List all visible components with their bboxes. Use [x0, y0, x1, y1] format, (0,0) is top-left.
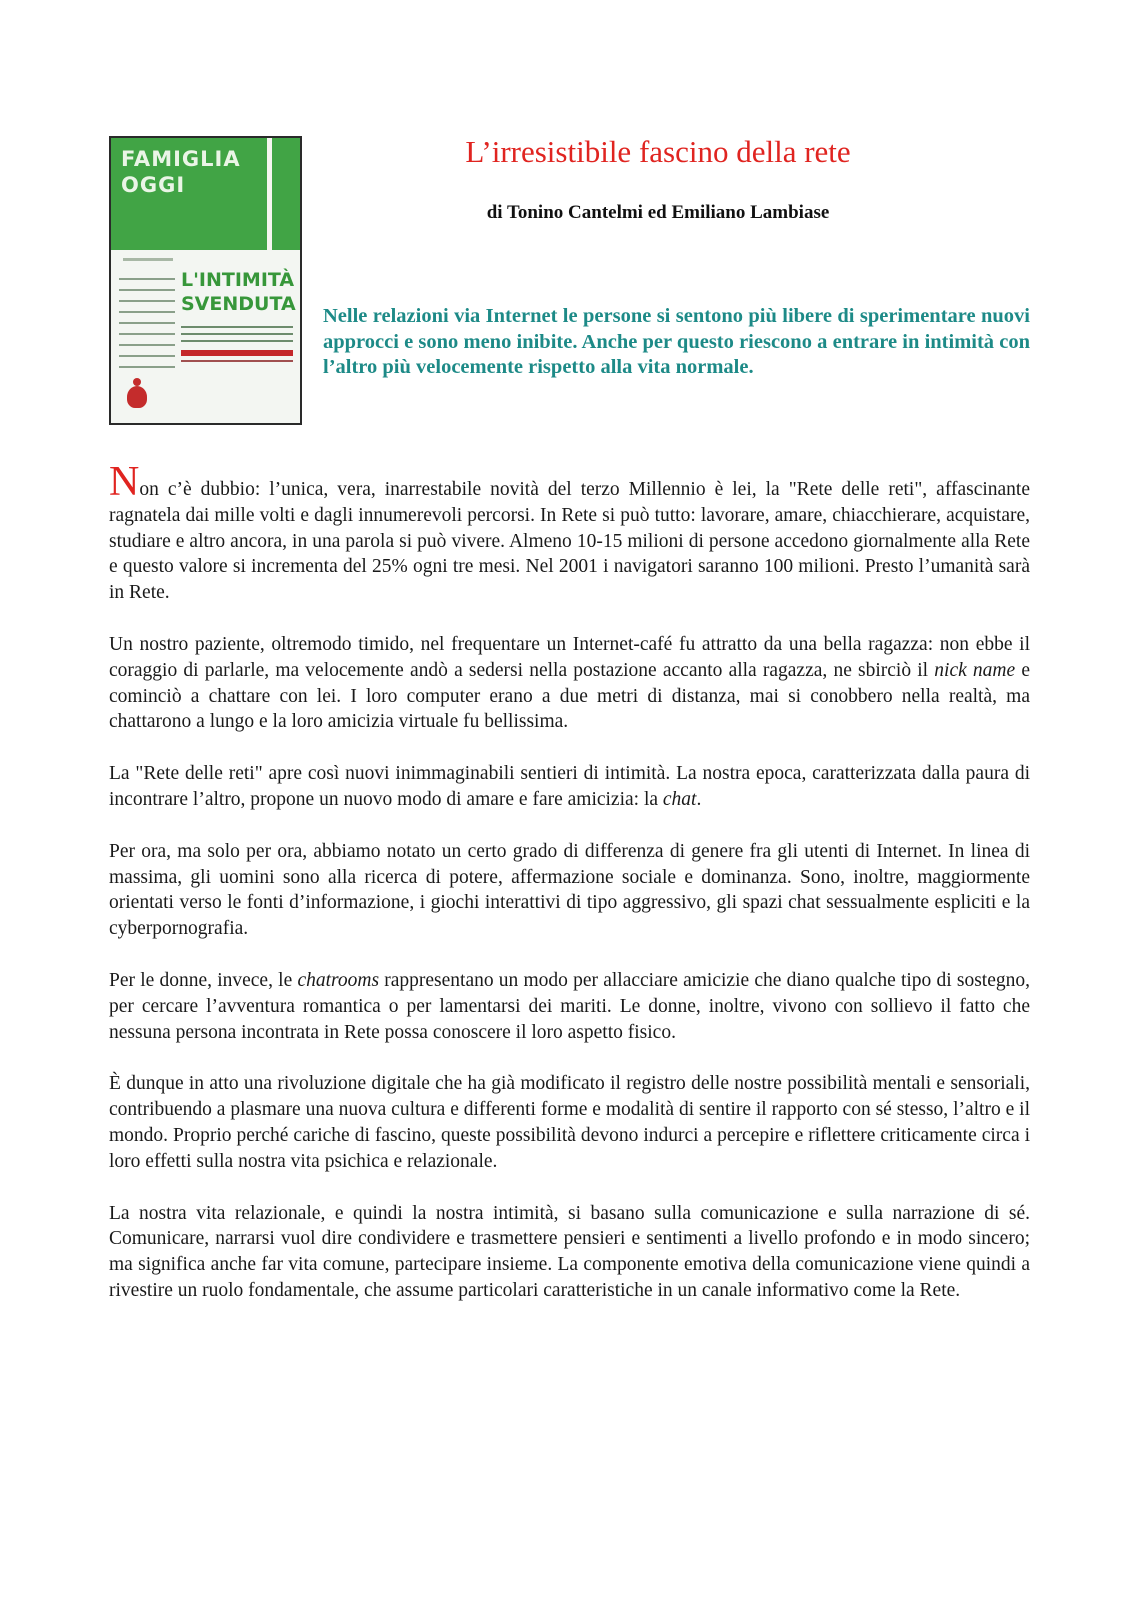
paragraph-3: [109, 761, 1030, 813]
article-intro: Nelle relazioni via Internet le persone si sentono più libere di sperimentare nuovi approcci e sono meno inibite. Anche per questo riescono a entrare in intimità con l’altro più velocemente rispetto alla vita normale.: [323, 305, 1030, 378]
paragraph-2-text-b: e cominciò a chattare con lei. I loro computer erano a due metri di distanza, mai si conobbero nella realtà, ma chattarono a lungo e la loro amicizia virtuale fu bellissima.: [109, 659, 1030, 733]
paragraph-6: È dunque in atto una rivoluzione digitale che ha già modificato il registro delle nostre possibilità mentali e sensoriali, contribuendo a plasmare una nuova cultura e differenti forme e modalità di sentire il rapporto con sé stesso, l’altro e il mondo. Proprio perché cariche di fascino, queste possibilità devono indurci a percepire e riflettere criticamente circa i loro effetti sulla nostra vita psichica e relazionale.: [109, 1073, 1030, 1172]
paragraph-2: [109, 632, 1030, 735]
paragraph-5-text-a: Per le donne, invece, le: [109, 969, 298, 991]
cover-contents-lines: [119, 278, 175, 377]
paragraph-1: [109, 459, 1030, 606]
paragraph-2-emphasis: nick name: [934, 659, 1016, 681]
paragraph-5: [109, 968, 1030, 1045]
article-byline: di Tonino Cantelmi ed Emiliano Lambiase: [486, 202, 830, 223]
cover-brand-line2: OGGI: [121, 173, 186, 197]
paragraph-5-text-b: rappresentano un modo per allacciare amicizie che diano qualche tipo di sostegno, per cercare l’avventura romantica o per lamentarsi dei mariti. Le donne, inoltre, vivono con sollievo il fatto che nessuna persona incontrata in Rete possa conoscere il loro aspetto fisico.: [109, 969, 1030, 1043]
paragraph-1-text: on c’è dubbio: l’unica, vera, inarrestabile novità del terzo Millennio è lei, la "Rete delle reti", affascinante ragnatela dai mille volti e dagli innumerevoli percorsi. In Rete si può tutto: lavorare, amare, chiacchierare, acquistare, studiare e altro ancora, in una parola si può vivere. Almeno 10-15 milioni di persone accedono giornalmente alla Rete e questo valore si incrementa del 25% ogni tre mesi. Nel 2001 i navigatori saranno 100 milioni. Presto l’umanità sarà in Rete.: [109, 479, 1030, 604]
paragraph-4: Per ora, ma solo per ora, abbiamo notato un certo grado di differenza di genere fra gli utenti di Internet. In linea di massima, gli uomini sono alla ricerca di potere, affermazione sociale e dominanza. Sono, inoltre, maggiormente orientati verso le fonti d’informazione, i giochi interattivi di tipo aggressivo, gli spazi chat sessualmente espliciti e la cyberpornografia.: [109, 840, 1030, 940]
cover-red-bar: [181, 350, 293, 356]
paragraph-3-text-a: La "Rete delle reti" apre così nuovi inimmaginabili sentieri di intimità. La nostra epoca, caratterizzata dalla paura di incontrare l’altro, propone un nuovo modo di amare e fare amicizia: la: [109, 763, 1030, 810]
paragraph-2-text-a: Un nostro paziente, oltremodo timido, nel frequentare un Internet-café fu attratto da una bella ragazza: non ebbe il coraggio di parlarle, ma velocemente andò a sedersi nella postazione accanto alla ragazza, ne sbirciò il: [109, 633, 1030, 681]
cover-stripe: [267, 138, 272, 250]
cover-red-line: [181, 360, 293, 362]
cover-title: [181, 268, 296, 316]
cover-brand-logo: [121, 146, 241, 238]
cover-text-lines: [181, 326, 293, 347]
drop-cap: N: [109, 459, 140, 505]
cover-brand-line1: FAMIGLIA: [121, 147, 241, 171]
cover-subtitle-line: [123, 258, 173, 261]
article-title: L’irresistibile fascino della rete: [465, 134, 851, 169]
book-cover-image: [109, 136, 302, 425]
publisher-logo-icon: [127, 386, 147, 408]
paragraph-3-emphasis: chat: [662, 788, 697, 810]
cover-title-line2: SVENDUTA: [181, 293, 296, 315]
publisher-logo-dot: [133, 378, 141, 386]
article-body: [109, 459, 1030, 1330]
paragraph-5-emphasis: chatrooms: [297, 969, 380, 991]
paragraph-3-text-b: .: [696, 788, 702, 810]
paragraph-7: La nostra vita relazionale, e quindi la nostra intimità, si basano sulla comunicazione e sulla narrazione di sé. Comunicare, narrarsi vuol dire condividere e trasmettere pensieri e sentimenti a livello profondo e in modo sincero; ma significa anche far vita comune, partecipare insieme. La componente emotiva della comunicazione viene quindi a rivestire un ruolo fondamentale, che assume particolari caratteristiche in un canale informativo come la Rete.: [109, 1202, 1030, 1301]
cover-title-line1: L'INTIMITÀ: [181, 269, 295, 291]
